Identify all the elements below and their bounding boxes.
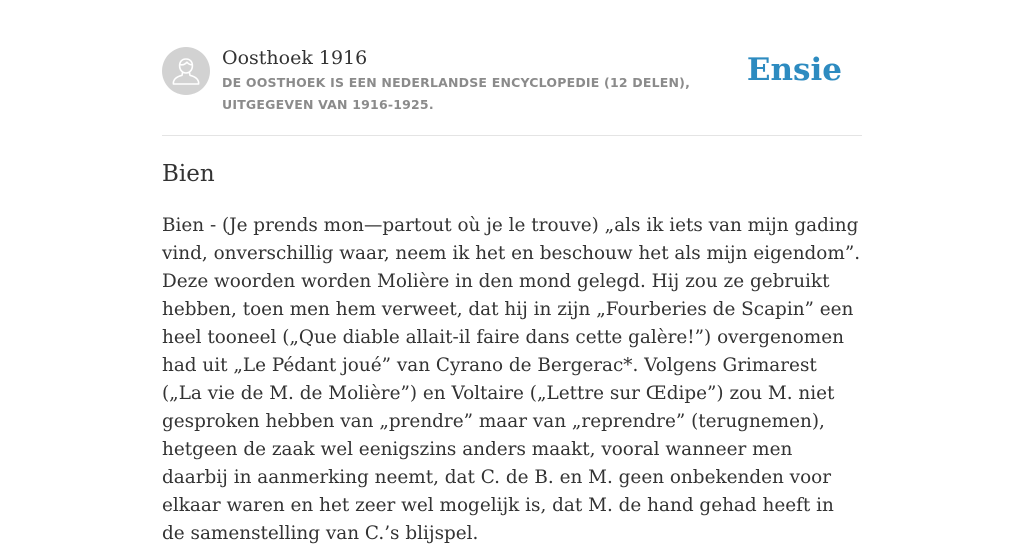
source-avatar[interactable] [162,47,210,95]
article-body: Bien - (Je prends mon—partout où je le trouve) „als ik iets van mijn gading vind, onverschillig waar, neem ik het en beschouw het als mijn eigendom”. Deze woorden worden Molière in den mond gelegd. Hij zou ze gebruikt hebben, toen men hem verweet, dat hij in zijn „Fourberies de Scapin” een heel tooneel („Que diable allait-il faire dans cette galère!”) overgenomen had uit „Le Pédant joué” van Cyrano de Bergerac*. Volgens Grimarest („La vie de M. de Molière”) en Voltaire („Lettre sur Œdipe”) zou M. niet gesproken hebben van „prendre” maar van „reprendre” (terugnemen), hetgeen de zaak wel eenigszins anders maakt, vooral wanneer men daarbij in aanmerking neemt, dat C. de B. en M. geen onbekenden voor elkaar waren en het zeer wel mogelijk is, dat M. de hand gehad heeft in de samenstelling van C.’s blijspel. [162,215,861,544]
article-title: Bien [162,161,215,187]
source-description: DE OOSTHOEK IS EEN NEDERLANDSE ENCYCLOPEDIE (12 DELEN), UITGEGEVEN VAN 1916-1925. [222,75,691,112]
source-header [162,0,862,136]
user-silhouette-icon [162,47,210,95]
brand-logo-link[interactable]: Ensie [746,52,842,88]
source-name[interactable]: Oosthoek 1916 [222,47,368,69]
article-container [162,0,862,544]
